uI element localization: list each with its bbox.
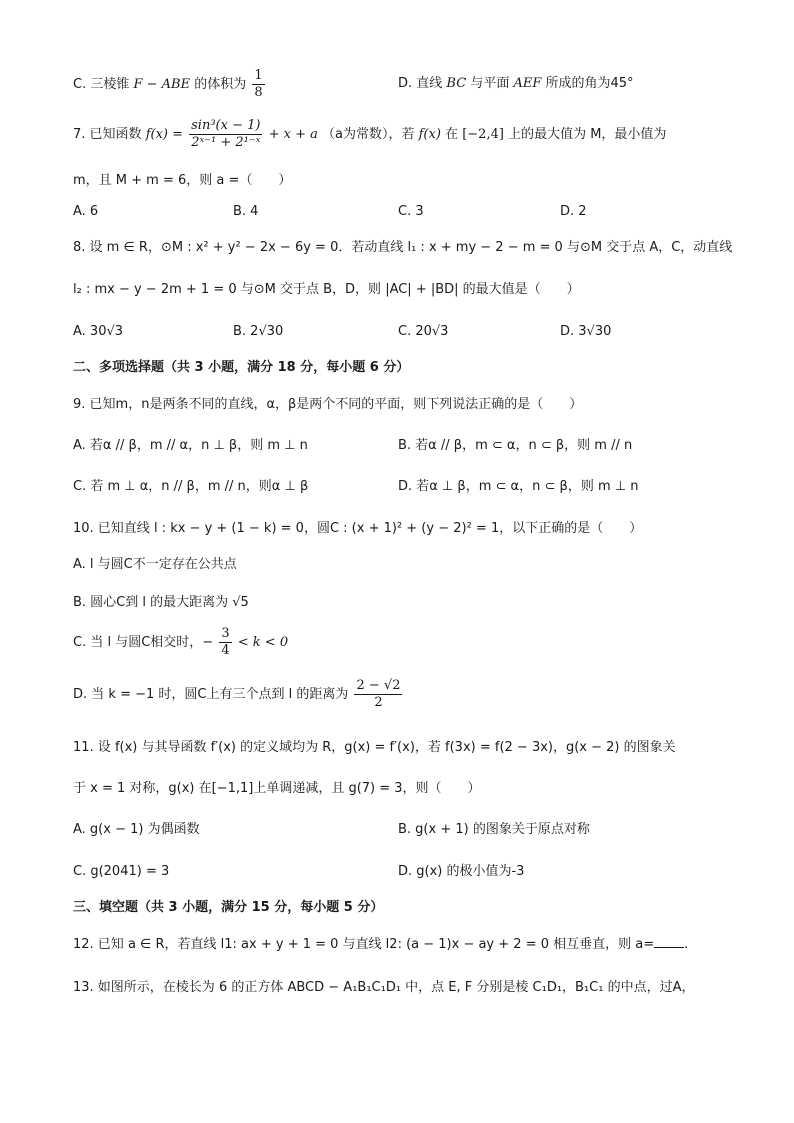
- q11-option-b: B. g(x + 1) 的图象关于原点对称: [398, 822, 590, 837]
- q10-option-d: D. 当 k = −1 时，圆C上有三个点到 l 的距离为 $\frac{2 - √2}{2}$: [73, 678, 401, 710]
- q8-option-d: D. 3√30: [560, 324, 612, 339]
- answer-blank[interactable]: [654, 935, 684, 948]
- q10-stem: 10. 已知直线 l : kx − y + (1 − k) = 0，圆C : (x + 1)² + (y − 2)² = 1，以下正确的是（ ）: [73, 521, 643, 536]
- fraction-three-quarters: $\frac{3}{4}$: [221, 626, 230, 658]
- q9-option-a: A. 若α // β，m // α，n ⊥ β，则 m ⊥ n: [73, 438, 308, 453]
- q8-line1: 8. 设 m ∈ R，⊙M : x² + y² − 2x − 6y = 0．若动直线 l₁ : x + my − 2 − m = 0 与⊙M 交于点 A，C，动直线: [73, 240, 733, 255]
- section-heading-multiple-choice: 二、多项选择题（共 3 小题，满分 18 分，每小题 6 分）: [73, 360, 410, 375]
- q12-stem: 12. 已知 a ∈ R，若直线 l1: ax + y + 1 = 0 与直线 l2: (a − 1)x − ay + 2 = 0 相互垂直，则 a= .: [73, 937, 689, 952]
- q8-line2: l₂ : mx − y − 2m + 1 = 0 与⊙M 交于点 B，D，则 |AC| + |BD| 的最大值是（ ）: [73, 282, 580, 297]
- q9-option-b: B. 若α // β，m ⊂ α，n ⊂ β，则 m // n: [398, 438, 633, 453]
- q7-option-b: B. 4: [233, 204, 259, 219]
- q7-stem: 7. 已知函数 f(x) = $\frac{\text{sin³(x − 1)}}{\text{2ˣ⁻¹ + 2¹⁻ˣ}}$ + x + a （a为常数），若 f(x) 在 [−2,4] 上的最大值为 M，最小值为: [73, 118, 667, 150]
- q10-option-c: C. 当 l 与圆C相交时，− $\frac{3}{4}$ < k < 0: [73, 626, 289, 658]
- q6-option-d: D. 直线 BC 与平面 AEF 所成的角为45°: [398, 76, 634, 91]
- q10-option-b: B. 圆心C到 l 的最大距离为 √5: [73, 595, 249, 610]
- q7-option-d: D. 2: [560, 204, 587, 219]
- q11-line1: 11. 设 f(x) 与其导函数 f′(x) 的定义域均为 R，g(x) = f′(x)，若 f(3x) = f(2 − 3x)，g(x − 2) 的图象关: [73, 740, 676, 755]
- q11-option-c: C. g(2041) = 3: [73, 864, 170, 879]
- q8-option-a: A. 30√3: [73, 324, 124, 339]
- q13-stem: 13. 如图所示，在棱长为 6 的正方体 ABCD − A₁B₁C₁D₁ 中，点 E, F 分别是棱 C₁D₁，B₁C₁ 的中点，过A，: [73, 980, 695, 995]
- q7-line2: m，且 M + m = 6，则 a =（ ）: [73, 173, 292, 188]
- q7-fraction: $\frac{\text{sin³(x − 1)}}{\text{2ˣ⁻¹ + 2¹⁻ˣ}}$: [191, 118, 261, 150]
- q9-option-c: C. 若 m ⊥ α，n // β，m // n，则α ⊥ β: [73, 479, 309, 494]
- q6-option-c: C. 三棱锥 F − ABE 的体积为 $\frac{1}{8}$: [73, 68, 263, 100]
- fraction-distance: $\frac{2 - √2}{2}$: [356, 678, 401, 710]
- q8-option-b: B. 2√30: [233, 324, 284, 339]
- q10-option-a: A. l 与圆C不一定存在公共点: [73, 557, 237, 572]
- q11-option-a: A. g(x − 1) 为偶函数: [73, 822, 200, 837]
- q9-stem: 9. 已知m，n是两条不同的直线，α，β是两个不同的平面，则下列说法正确的是（ ）: [73, 397, 583, 412]
- q7-option-c: C. 3: [398, 204, 424, 219]
- fraction-one-eighth: $\frac{1}{8}$: [254, 68, 263, 100]
- q11-line2: 于 x = 1 对称，g(x) 在[−1,1]上单调递减，且 g(7) = 3，则（ ）: [73, 781, 481, 796]
- q8-option-c: C. 20√3: [398, 324, 449, 339]
- q9-option-d: D. 若α ⊥ β，m ⊂ α，n ⊂ β，则 m ⊥ n: [398, 479, 639, 494]
- q7-option-a: A. 6: [73, 204, 99, 219]
- section-heading-fill-in: 三、填空题（共 3 小题，满分 15 分，每小题 5 分）: [73, 900, 384, 915]
- q11-option-d: D. g(x) 的极小值为-3: [398, 864, 525, 879]
